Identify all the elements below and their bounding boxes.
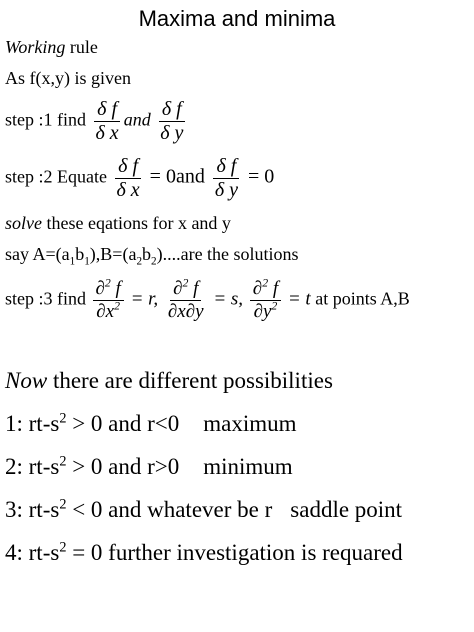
case-prefix: 4: rt-s (5, 540, 60, 565)
subscript: 2 (151, 255, 157, 268)
step2-label: step :2 Equate (5, 166, 112, 187)
step3-fraction-d2fdy2 (250, 278, 281, 323)
partial-x: ∂x (96, 300, 115, 322)
step1-fraction-dfdx (93, 98, 122, 145)
eq-s: = s, (208, 288, 248, 310)
case-condition: > 0 and r<0 (66, 411, 180, 436)
case-result: maximum (203, 411, 297, 436)
step3-fraction-d2fdxdy (165, 278, 207, 323)
case-condition: < 0 and whatever be r (66, 497, 273, 522)
step1-label: step :1 find (5, 109, 91, 130)
say-line (5, 244, 299, 268)
subscript: 1 (84, 255, 90, 268)
case-1 (5, 411, 297, 437)
case-prefix: 2: rt-s (5, 454, 60, 479)
step3-line (5, 278, 410, 323)
case-prefix: 1: rt-s (5, 411, 60, 436)
partial-symbol: ∂ (95, 278, 105, 299)
now-italic: Now (5, 368, 48, 393)
say-b: b (142, 244, 152, 264)
frac-denominator (93, 301, 123, 323)
solve-line (5, 213, 231, 234)
frac-numerator (250, 278, 281, 301)
function-symbol: f (188, 278, 199, 299)
case-2 (5, 454, 293, 480)
case-3 (5, 497, 402, 523)
working-rule-line (5, 37, 98, 58)
step2-fraction-dfdx (113, 155, 142, 202)
superscript: 2 (114, 299, 121, 313)
now-rest: there are different possibilities (47, 368, 333, 393)
function-symbol: f (268, 278, 279, 299)
superscript: 2 (59, 539, 67, 556)
case-4 (5, 540, 403, 566)
frac-numerator: δ f (159, 98, 185, 122)
frac-denominator: δ x (116, 179, 140, 201)
partial-y: ∂y (253, 300, 272, 322)
frac-numerator (170, 278, 201, 301)
step3-label: step :3 find (5, 288, 91, 309)
case-condition: > 0 and r>0 (66, 454, 180, 479)
say-b: b (75, 244, 85, 264)
superscript: 2 (59, 453, 67, 470)
given-line: As f(x,y) is given (5, 68, 131, 88)
step1-fraction-dfdy (157, 98, 186, 145)
step3-tail: at points A,B (310, 288, 410, 309)
frac-denominator: ∂x∂y (167, 300, 204, 322)
say-pre: say A=(a (5, 244, 70, 264)
step2-line (5, 155, 274, 202)
frac-denominator: δ y (214, 179, 239, 201)
partial-symbol: ∂ (252, 278, 263, 299)
case-prefix: 3: rt-s (5, 497, 60, 522)
frac-numerator: δ f (115, 155, 141, 179)
step2-mid: = 0and (144, 165, 210, 188)
case-result: minimum (203, 454, 293, 479)
step1-and: and (123, 109, 151, 130)
step1-line (5, 98, 188, 145)
case-condition: = 0 further investigation is requared (66, 540, 403, 565)
now-line (5, 368, 333, 394)
page-title: Maxima and minima (138, 6, 336, 31)
function-symbol: f (110, 278, 121, 299)
eq-t: = t (283, 288, 311, 310)
solve-italic: solve (5, 213, 42, 233)
frac-numerator: δ f (213, 155, 239, 179)
superscript: 2 (59, 410, 67, 427)
frac-numerator: δ f (94, 98, 120, 122)
say-mid: ),B=(a (89, 244, 137, 264)
frac-denominator: δ x (95, 122, 119, 144)
working-italic: Working (5, 37, 66, 57)
case-result: saddle point (290, 497, 403, 522)
subscript: 1 (69, 255, 76, 268)
frac-numerator (93, 278, 124, 301)
say-post: )....are the solutions (156, 244, 299, 264)
superscript: 2 (262, 276, 269, 290)
frac-denominator (251, 301, 281, 323)
superscript: 2 (59, 496, 67, 513)
step3-fraction-d2fdx2 (93, 278, 124, 323)
step2-fraction-dfdy (212, 155, 241, 202)
eq-r: = r, (125, 288, 163, 310)
solve-rest: these eqations for x and y (41, 213, 231, 233)
superscript: 2 (182, 276, 189, 290)
superscript: 2 (271, 299, 278, 313)
superscript: 2 (104, 276, 111, 290)
working-rest: rule (65, 37, 98, 57)
partial-symbol: ∂ (173, 278, 183, 299)
frac-denominator: δ y (160, 122, 184, 144)
subscript: 2 (136, 255, 143, 268)
step2-end: = 0 (243, 165, 275, 188)
